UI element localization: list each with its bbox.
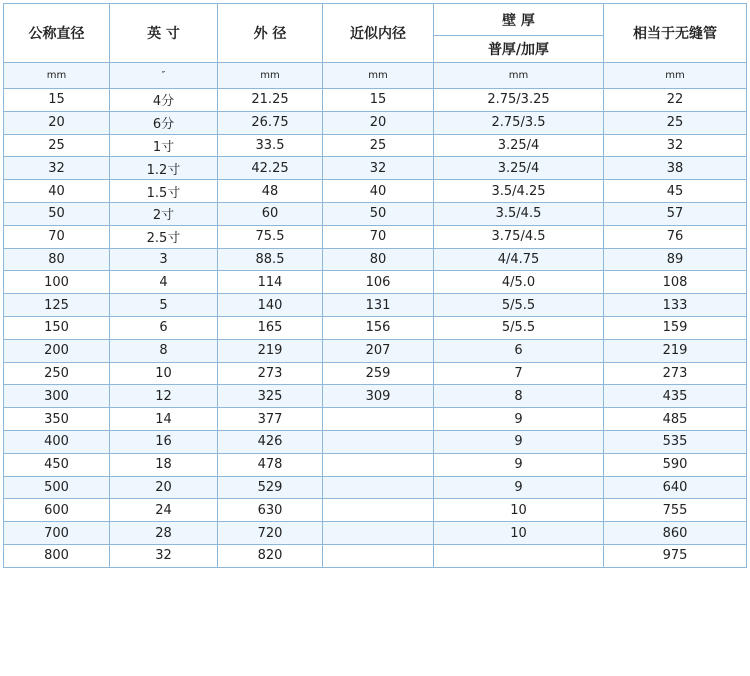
cell-seamless-equivalent: 45 bbox=[604, 180, 747, 203]
cell-inner-diameter: 40 bbox=[323, 180, 434, 203]
cell-nominal-diameter: 700 bbox=[4, 522, 110, 545]
cell-seamless-equivalent: 76 bbox=[604, 225, 747, 248]
cell-inch: 6分 bbox=[110, 111, 218, 134]
units-row bbox=[4, 63, 747, 89]
cell-inner-diameter: 80 bbox=[323, 248, 434, 271]
cell-outer-diameter: 325 bbox=[218, 385, 323, 408]
cell-inner-diameter bbox=[323, 499, 434, 522]
table-row bbox=[4, 157, 747, 180]
table-row bbox=[4, 225, 747, 248]
table-body bbox=[4, 89, 747, 568]
cell-inch: 4 bbox=[110, 271, 218, 294]
cell-seamless-equivalent: 38 bbox=[604, 157, 747, 180]
cell-wall-thickness: 5/5.5 bbox=[434, 316, 604, 339]
table-row bbox=[4, 339, 747, 362]
cell-inner-diameter: 156 bbox=[323, 316, 434, 339]
cell-nominal-diameter: 20 bbox=[4, 111, 110, 134]
cell-nominal-diameter: 50 bbox=[4, 202, 110, 225]
cell-inner-diameter: 15 bbox=[323, 89, 434, 112]
cell-outer-diameter: 21.25 bbox=[218, 89, 323, 112]
cell-inch: 8 bbox=[110, 339, 218, 362]
cell-outer-diameter: 48 bbox=[218, 180, 323, 203]
cell-wall-thickness: 3.25/4 bbox=[434, 157, 604, 180]
cell-outer-diameter: 478 bbox=[218, 453, 323, 476]
cell-nominal-diameter: 800 bbox=[4, 544, 110, 567]
cell-inner-diameter bbox=[323, 430, 434, 453]
table-row bbox=[4, 522, 747, 545]
cell-nominal-diameter: 15 bbox=[4, 89, 110, 112]
cell-outer-diameter: 426 bbox=[218, 430, 323, 453]
cell-inch: 1.2寸 bbox=[110, 157, 218, 180]
cell-seamless-equivalent: 108 bbox=[604, 271, 747, 294]
table-row bbox=[4, 89, 747, 112]
cell-nominal-diameter: 600 bbox=[4, 499, 110, 522]
cell-nominal-diameter: 200 bbox=[4, 339, 110, 362]
cell-outer-diameter: 820 bbox=[218, 544, 323, 567]
cell-seamless-equivalent: 485 bbox=[604, 408, 747, 431]
table-row bbox=[4, 408, 747, 431]
cell-inner-diameter bbox=[323, 408, 434, 431]
header-seamless-equivalent: 相当于无缝管 bbox=[604, 4, 747, 63]
cell-wall-thickness: 10 bbox=[434, 499, 604, 522]
header-outer-diameter: 外 径 bbox=[218, 4, 323, 63]
cell-wall-thickness: 8 bbox=[434, 385, 604, 408]
cell-wall-thickness: 2.75/3.25 bbox=[434, 89, 604, 112]
cell-inner-diameter: 25 bbox=[323, 134, 434, 157]
cell-nominal-diameter: 500 bbox=[4, 476, 110, 499]
cell-inch: 1寸 bbox=[110, 134, 218, 157]
table-row bbox=[4, 248, 747, 271]
table-row bbox=[4, 453, 747, 476]
table-row bbox=[4, 180, 747, 203]
cell-seamless-equivalent: 159 bbox=[604, 316, 747, 339]
cell-outer-diameter: 273 bbox=[218, 362, 323, 385]
cell-inner-diameter: 259 bbox=[323, 362, 434, 385]
cell-wall-thickness: 2.75/3.5 bbox=[434, 111, 604, 134]
cell-wall-thickness: 3.5/4.5 bbox=[434, 202, 604, 225]
cell-wall-thickness: 6 bbox=[434, 339, 604, 362]
cell-inner-diameter: 20 bbox=[323, 111, 434, 134]
cell-wall-thickness: 5/5.5 bbox=[434, 294, 604, 317]
cell-seamless-equivalent: 89 bbox=[604, 248, 747, 271]
cell-inner-diameter: 50 bbox=[323, 202, 434, 225]
cell-outer-diameter: 114 bbox=[218, 271, 323, 294]
cell-nominal-diameter: 80 bbox=[4, 248, 110, 271]
cell-inner-diameter bbox=[323, 476, 434, 499]
pipe-spec-table bbox=[3, 3, 747, 568]
cell-inch: 32 bbox=[110, 544, 218, 567]
cell-wall-thickness: 9 bbox=[434, 408, 604, 431]
unit-cell: ″ bbox=[110, 63, 218, 89]
header-inch: 英 寸 bbox=[110, 4, 218, 63]
cell-nominal-diameter: 32 bbox=[4, 157, 110, 180]
cell-inch: 4分 bbox=[110, 89, 218, 112]
table-row bbox=[4, 385, 747, 408]
cell-inch: 24 bbox=[110, 499, 218, 522]
cell-outer-diameter: 42.25 bbox=[218, 157, 323, 180]
cell-outer-diameter: 75.5 bbox=[218, 225, 323, 248]
table-row bbox=[4, 362, 747, 385]
cell-seamless-equivalent: 535 bbox=[604, 430, 747, 453]
cell-inch: 20 bbox=[110, 476, 218, 499]
cell-seamless-equivalent: 32 bbox=[604, 134, 747, 157]
cell-inner-diameter: 106 bbox=[323, 271, 434, 294]
cell-wall-thickness: 7 bbox=[434, 362, 604, 385]
table-row bbox=[4, 294, 747, 317]
cell-nominal-diameter: 125 bbox=[4, 294, 110, 317]
cell-nominal-diameter: 40 bbox=[4, 180, 110, 203]
cell-seamless-equivalent: 273 bbox=[604, 362, 747, 385]
table-row bbox=[4, 316, 747, 339]
table-header bbox=[4, 4, 747, 63]
cell-inch: 5 bbox=[110, 294, 218, 317]
cell-inch: 3 bbox=[110, 248, 218, 271]
cell-seamless-equivalent: 860 bbox=[604, 522, 747, 545]
cell-wall-thickness: 4/5.0 bbox=[434, 271, 604, 294]
cell-inch: 28 bbox=[110, 522, 218, 545]
table-row bbox=[4, 271, 747, 294]
unit-cell: mm bbox=[434, 63, 604, 89]
cell-inner-diameter: 32 bbox=[323, 157, 434, 180]
cell-seamless-equivalent: 640 bbox=[604, 476, 747, 499]
cell-wall-thickness: 3.25/4 bbox=[434, 134, 604, 157]
cell-seamless-equivalent: 590 bbox=[604, 453, 747, 476]
cell-wall-thickness: 9 bbox=[434, 430, 604, 453]
table-row bbox=[4, 134, 747, 157]
header-inner-diameter: 近似内径 bbox=[323, 4, 434, 63]
cell-inch: 16 bbox=[110, 430, 218, 453]
cell-seamless-equivalent: 25 bbox=[604, 111, 747, 134]
table-row bbox=[4, 544, 747, 567]
cell-outer-diameter: 33.5 bbox=[218, 134, 323, 157]
cell-inch: 2寸 bbox=[110, 202, 218, 225]
cell-wall-thickness: 10 bbox=[434, 522, 604, 545]
cell-seamless-equivalent: 219 bbox=[604, 339, 747, 362]
cell-outer-diameter: 529 bbox=[218, 476, 323, 499]
cell-nominal-diameter: 70 bbox=[4, 225, 110, 248]
header-wall-thickness-sub: 普厚/加厚 bbox=[434, 36, 604, 63]
cell-nominal-diameter: 400 bbox=[4, 430, 110, 453]
header-row bbox=[4, 4, 747, 36]
cell-wall-thickness: 4/4.75 bbox=[434, 248, 604, 271]
table-row bbox=[4, 430, 747, 453]
header-nominal-diameter: 公称直径 bbox=[4, 4, 110, 63]
header-wall-thickness: 壁 厚 bbox=[434, 4, 604, 36]
cell-outer-diameter: 60 bbox=[218, 202, 323, 225]
cell-nominal-diameter: 350 bbox=[4, 408, 110, 431]
cell-nominal-diameter: 250 bbox=[4, 362, 110, 385]
table-row bbox=[4, 499, 747, 522]
unit-cell: mm bbox=[218, 63, 323, 89]
cell-wall-thickness: 9 bbox=[434, 476, 604, 499]
cell-inner-diameter bbox=[323, 522, 434, 545]
cell-seamless-equivalent: 57 bbox=[604, 202, 747, 225]
cell-outer-diameter: 377 bbox=[218, 408, 323, 431]
cell-inch: 6 bbox=[110, 316, 218, 339]
cell-inner-diameter: 70 bbox=[323, 225, 434, 248]
units-section bbox=[4, 63, 747, 89]
cell-wall-thickness: 3.75/4.5 bbox=[434, 225, 604, 248]
cell-nominal-diameter: 450 bbox=[4, 453, 110, 476]
cell-inch: 12 bbox=[110, 385, 218, 408]
table-row bbox=[4, 476, 747, 499]
cell-seamless-equivalent: 22 bbox=[604, 89, 747, 112]
cell-inner-diameter: 207 bbox=[323, 339, 434, 362]
unit-cell: mm bbox=[323, 63, 434, 89]
cell-outer-diameter: 630 bbox=[218, 499, 323, 522]
cell-nominal-diameter: 150 bbox=[4, 316, 110, 339]
cell-wall-thickness bbox=[434, 544, 604, 567]
cell-inch: 2.5寸 bbox=[110, 225, 218, 248]
unit-cell: mm bbox=[604, 63, 747, 89]
cell-outer-diameter: 26.75 bbox=[218, 111, 323, 134]
cell-inch: 10 bbox=[110, 362, 218, 385]
cell-outer-diameter: 165 bbox=[218, 316, 323, 339]
cell-nominal-diameter: 25 bbox=[4, 134, 110, 157]
cell-seamless-equivalent: 133 bbox=[604, 294, 747, 317]
table-row bbox=[4, 111, 747, 134]
cell-seamless-equivalent: 975 bbox=[604, 544, 747, 567]
cell-seamless-equivalent: 755 bbox=[604, 499, 747, 522]
cell-seamless-equivalent: 435 bbox=[604, 385, 747, 408]
cell-wall-thickness: 9 bbox=[434, 453, 604, 476]
table-row bbox=[4, 202, 747, 225]
cell-inner-diameter: 131 bbox=[323, 294, 434, 317]
cell-outer-diameter: 219 bbox=[218, 339, 323, 362]
cell-outer-diameter: 720 bbox=[218, 522, 323, 545]
cell-nominal-diameter: 300 bbox=[4, 385, 110, 408]
cell-wall-thickness: 3.5/4.25 bbox=[434, 180, 604, 203]
cell-inner-diameter bbox=[323, 453, 434, 476]
cell-inch: 1.5寸 bbox=[110, 180, 218, 203]
cell-inch: 14 bbox=[110, 408, 218, 431]
cell-inner-diameter: 309 bbox=[323, 385, 434, 408]
cell-outer-diameter: 88.5 bbox=[218, 248, 323, 271]
cell-inner-diameter bbox=[323, 544, 434, 567]
unit-cell: mm bbox=[4, 63, 110, 89]
cell-outer-diameter: 140 bbox=[218, 294, 323, 317]
cell-nominal-diameter: 100 bbox=[4, 271, 110, 294]
cell-inch: 18 bbox=[110, 453, 218, 476]
